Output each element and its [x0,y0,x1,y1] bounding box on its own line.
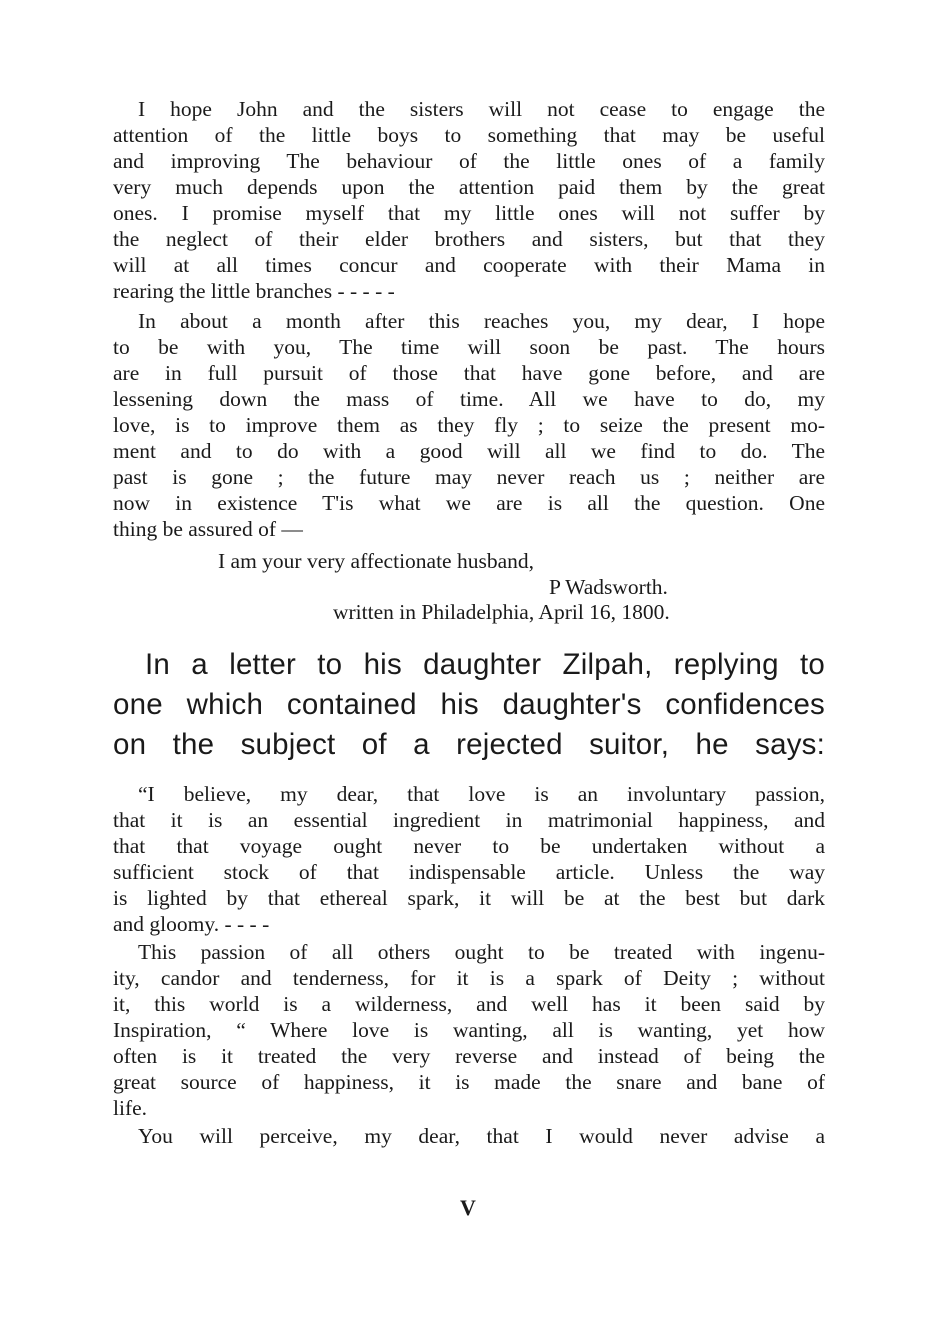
letter-closing: I am your very affectionate husband, [218,549,535,573]
text-line: often is it treated the very reverse and instead of being the [113,1044,825,1068]
heading-line: In a letter to his daughter Zilpah, replying to [145,648,825,681]
text-line: In about a month after this reaches you, my dear, I hope [138,309,825,333]
text-line: This passion of all others ought to be treated with ingenu- [138,940,825,964]
heading-line: on the subject of a rejected suitor, he says: [113,728,825,761]
text-line: that it is an essential ingredient in matrimonial happiness, and [113,808,825,832]
text-line: “I believe, my dear, that love is an involuntary passion, [138,782,825,806]
letter-signature: P Wadsworth. [549,575,668,599]
quote-paragraph-2 [113,939,825,1121]
text-line: life. [113,1096,148,1120]
page-number: V [460,1195,476,1220]
text-line: now in existence T'is what we are is all the question. One [113,491,825,515]
text-line: thing be assured of — [113,517,303,541]
heading-line: one which contained his daughter's confidences [113,688,825,721]
text-line: very much depends upon the attention paid them by the great [113,175,825,199]
section-heading [113,645,825,765]
text-line: and improving The behaviour of the little ones of a family [113,149,825,173]
text-line: I hope John and the sisters will not cease to engage the [138,97,825,121]
text-line: love, is to improve them as they fly ; to seize the present mo- [113,413,825,437]
text-line: ment and to do with a good will all we find to do. The [113,439,825,463]
text-line: and gloomy. - - - - [113,912,270,936]
quote-paragraph-1 [113,781,825,937]
paragraph-2 [113,308,825,542]
text-line: lessening down the mass of time. All we have to do, my [113,387,825,411]
text-line: is lighted by that ethereal spark, it will be at the best but dark [113,886,825,910]
text-line: to be with you, The time will soon be past. The hours [113,335,825,359]
text-line: You will perceive, my dear, that I would never advise a [138,1124,825,1148]
text-line: sufficient stock of that indispensable article. Unless the way [113,860,825,884]
text-line: it, this world is a wilderness, and well has it been said by [113,992,825,1016]
text-line: that that voyage ought never to be undertaken without a [113,834,825,858]
text-line: Inspiration, “ Where love is wanting, all is wanting, yet how [113,1018,825,1042]
text-line: rearing the little branches - - - - - [113,279,395,303]
text-line: attention of the little boys to something that may be useful [113,123,825,147]
text-line: ones. I promise myself that my little ones will not suffer by [113,201,825,225]
text-line: will at all times concur and cooperate with their Mama in [113,253,825,277]
letter-place-date: written in Philadelphia, April 16, 1800. [333,600,670,624]
quote-paragraph-3 [113,1123,825,1149]
text-line: are in full pursuit of those that have gone before, and are [113,361,825,385]
text-line: the neglect of their elder brothers and sisters, but that they [113,227,825,251]
text-line: past is gone ; the future may never reach us ; neither are [113,465,825,489]
text-line: ity, candor and tenderness, for it is a spark of Deity ; without [113,966,825,990]
paragraph-1 [113,96,825,304]
text-line: great source of happiness, it is made the snare and bane of [113,1070,825,1094]
